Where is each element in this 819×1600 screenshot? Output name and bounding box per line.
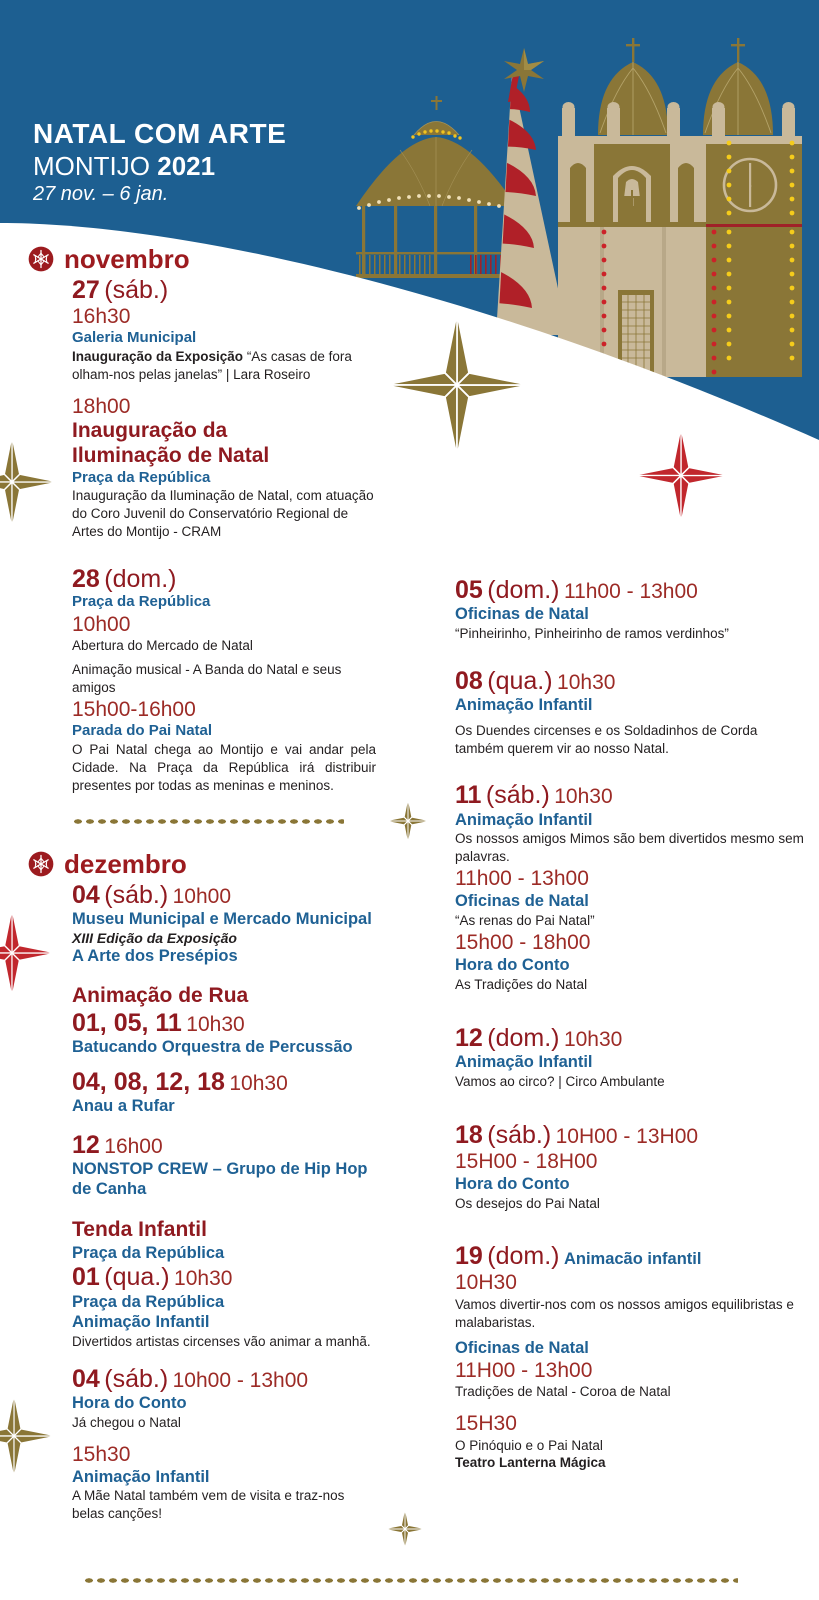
year-label: 2021 (157, 151, 216, 181)
event-description: Os desejos do Pai Natal (455, 1195, 600, 1211)
event-dec-04-expo (72, 881, 376, 966)
event-description: Vamos divertir-nos com os nossos amigos equilibristas e malabaristas. (455, 1296, 794, 1330)
event-description-2: Animação musical - A Banda do Natal e seus amigos (72, 662, 342, 696)
page-title: NATAL COM ARTE (33, 118, 287, 149)
event-place-2: Animação Infantil (72, 1313, 210, 1332)
section-title: Tenda Infantil (72, 1218, 207, 1242)
event-place: Museu Municipal e Mercado Municipal (72, 909, 372, 928)
day-number: 05 (455, 576, 483, 604)
event-place: Praça da República (72, 468, 211, 486)
event-description: A Mãe Natal também vem de visita e traz-nos belas canções! (72, 1488, 345, 1522)
gold-star-bottom-icon (383, 1505, 427, 1553)
event-description: Abertura do Mercado de Natal (72, 638, 253, 654)
event-description-2: “As renas do Pai Natal” (455, 913, 595, 929)
event-dec-04-1530 (72, 1442, 376, 1524)
day-numbers: 04, 08, 12, 18 (72, 1067, 225, 1096)
event-time: 11h00 - 13h00 (563, 580, 698, 603)
gold-star-large-icon (382, 305, 532, 465)
day-number: 04 (72, 880, 100, 909)
december-left-entries (28, 881, 376, 1524)
november-entries (28, 276, 376, 795)
event-time: 10H00 - 13H00 (555, 1124, 699, 1148)
event-title-line2: Iluminação de Natal (72, 443, 270, 467)
day-weekday: (dom.) (487, 576, 560, 604)
day-number: 08 (455, 666, 483, 695)
event-company-name: Teatro Lanterna Mágica (455, 1455, 606, 1471)
event-dec-19 (455, 1242, 805, 1472)
day-weekday: (sáb.) (104, 1364, 169, 1393)
event-place-oficinas: Oficinas de Natal (455, 1338, 589, 1357)
event-dec-11 (455, 781, 805, 993)
day-numbers: 12 (72, 1130, 100, 1159)
event-place-inline: Animacão infantil (563, 1250, 702, 1269)
event-description: Já chegou o Natal (72, 1414, 181, 1430)
section-animacao-de-rua (72, 984, 376, 1058)
day-weekday: (sáb.) (485, 781, 550, 810)
event-place: Anau a Rufar (72, 1096, 175, 1115)
left-column (28, 246, 376, 1523)
day-weekday: (sáb.) (104, 880, 169, 909)
section-title: Animação de Rua (72, 984, 249, 1008)
city-year (33, 152, 286, 181)
event-place: Batucando Orquestra de Percussão (72, 1038, 353, 1057)
snowflake-badge-icon (28, 246, 54, 272)
event-time: 15h00-16h00 (72, 697, 196, 721)
event-place: Hora do Conto (455, 1174, 570, 1193)
event-description: Divertidos artistas circenses vão animar a manhã. (72, 1333, 371, 1349)
event-time-3: 15h00 - 18h00 (455, 930, 591, 954)
event-time-2: 15H00 - 18H00 (455, 1149, 598, 1173)
day-number: 01 (72, 1263, 100, 1292)
event-time: 10h00 (72, 612, 131, 636)
event-nonstop-crew (72, 1131, 376, 1200)
event-description-final: O Pinóquio e o Pai Natal (455, 1437, 603, 1453)
red-star-icon (631, 423, 731, 528)
day-weekday: (sáb.) (104, 276, 169, 304)
event-place: Galeria Municipal (72, 329, 197, 347)
event-place-2: A Arte dos Presépios (72, 946, 238, 965)
event-subtitle: XIII Edição da Exposição (72, 929, 237, 946)
day-weekday: (dom.) (487, 1023, 560, 1052)
event-dec-05 (455, 576, 805, 643)
month-label-november: novembro (64, 244, 190, 274)
event-time: 10h30 (554, 785, 613, 809)
event-place-3: Hora do Conto (455, 956, 570, 975)
event-dec-04-hora-conto (72, 1365, 376, 1432)
event-time-oficinas: 11H00 - 13h00 (455, 1359, 593, 1383)
city-label: MONTIJO (33, 151, 150, 181)
day-number: 19 (455, 1242, 483, 1271)
event-time: 16h30 (72, 305, 131, 328)
event-place: Animação Infantil (455, 810, 593, 829)
day-number: 12 (455, 1023, 483, 1052)
day-number: 28 (72, 565, 100, 594)
event-description: “Pinheirinho, Pinheirinho de ramos verdinhos” (455, 625, 729, 641)
event-place: Oficinas de Natal (455, 605, 589, 624)
snowflake-badge-icon (28, 851, 54, 877)
desc-rest: “As casas de fora olham-nos pelas janelas” | Lara Roseiro (72, 348, 352, 382)
day-number: 18 (455, 1120, 483, 1149)
event-dec-18 (455, 1121, 805, 1213)
desc-bold: Inauguração da Exposição (72, 348, 244, 364)
title-block (33, 120, 286, 206)
dotted-separator-middle (72, 818, 344, 825)
event-time: 15h30 (72, 1442, 131, 1466)
event-time-2: 11h00 - 13h00 (455, 867, 589, 891)
event-nov-27 (72, 276, 376, 541)
event-description (72, 348, 376, 384)
event-time: 10H30 (455, 1271, 517, 1295)
dotted-separator-bottom (83, 1577, 738, 1584)
day-number: 27 (72, 276, 100, 304)
event-anau-a-rufar (72, 1068, 376, 1117)
event-description-3: As Tradições do Natal (455, 976, 588, 992)
event-description: Os nossos amigos Mimos são bem divertidos mesmo sem palavras. (455, 831, 804, 865)
day-weekday: (dom.) (104, 565, 177, 594)
event-place: Animação Infantil (72, 1467, 210, 1486)
event-place: Praça da República (72, 1292, 225, 1311)
event-nov-28 (72, 565, 376, 795)
day-number: 11 (455, 781, 482, 810)
event-description: Os Duendes circenses e os Soldadinhos de Corda também querem vir ao nosso Natal. (455, 722, 758, 756)
event-description: Inauguração da Iluminação de Natal, com atuação do Coro Juvenil do Conservatório Regional de Artes do Montijo - CRAM (72, 488, 374, 540)
event-title-line1: Inauguração da (72, 419, 228, 443)
event-place: Praça da República (72, 593, 211, 611)
event-place: Animação Infantil (455, 1052, 593, 1071)
day-weekday: (qua.) (487, 666, 553, 695)
event-description: O Pai Natal chega ao Montijo e vai andar pela Cidade. Na Praça da República irá distribuir presentes por todas as meninas e meninos. (72, 741, 376, 793)
event-time: 10h30 (229, 1071, 288, 1095)
month-label-december: dezembro (64, 848, 187, 879)
event-time: 10h00 (172, 884, 232, 908)
event-time: 10h30 (174, 1267, 233, 1291)
day-weekday: (dom.) (487, 1242, 560, 1271)
event-place: Animação Infantil (455, 695, 593, 714)
right-column (455, 576, 805, 1472)
month-heading-november (28, 246, 376, 272)
event-time: 10h30 (557, 670, 616, 694)
event-time: 10h30 (186, 1012, 245, 1036)
event-dec-12 (455, 1024, 805, 1091)
event-time: 10h30 (563, 1027, 623, 1051)
event-description: Vamos ao circo? | Circo Ambulante (455, 1073, 665, 1089)
event-time-1530: 15H30 (455, 1412, 517, 1436)
event-dec-01 (72, 1263, 376, 1350)
event-description-oficinas: Tradições de Natal - Coroa de Natal (455, 1384, 671, 1400)
event-place: Parada do Pai Natal (72, 722, 213, 740)
event-time: 16h00 (104, 1134, 163, 1158)
event-place-2: Oficinas de Natal (455, 892, 589, 911)
event-place: NONSTOP CREW – Grupo de Hip Hop de Canha (72, 1159, 368, 1199)
section-tenda-infantil (72, 1218, 376, 1263)
event-dec-08 (455, 667, 805, 758)
gold-star-mid-icon (384, 795, 432, 847)
event-time: 10h00 - 13h00 (172, 1368, 309, 1392)
day-numbers: 01, 05, 11 (72, 1008, 182, 1037)
day-number: 04 (72, 1364, 100, 1393)
date-range: 27 nov. – 6 jan. (33, 182, 169, 205)
month-heading-december (28, 848, 376, 879)
event-place: Praça da República (72, 1243, 225, 1262)
event-place: Hora do Conto (72, 1394, 187, 1412)
event-time: 18h00 (72, 394, 131, 418)
day-weekday: (qua.) (104, 1263, 170, 1292)
day-weekday: (sáb.) (487, 1120, 552, 1149)
